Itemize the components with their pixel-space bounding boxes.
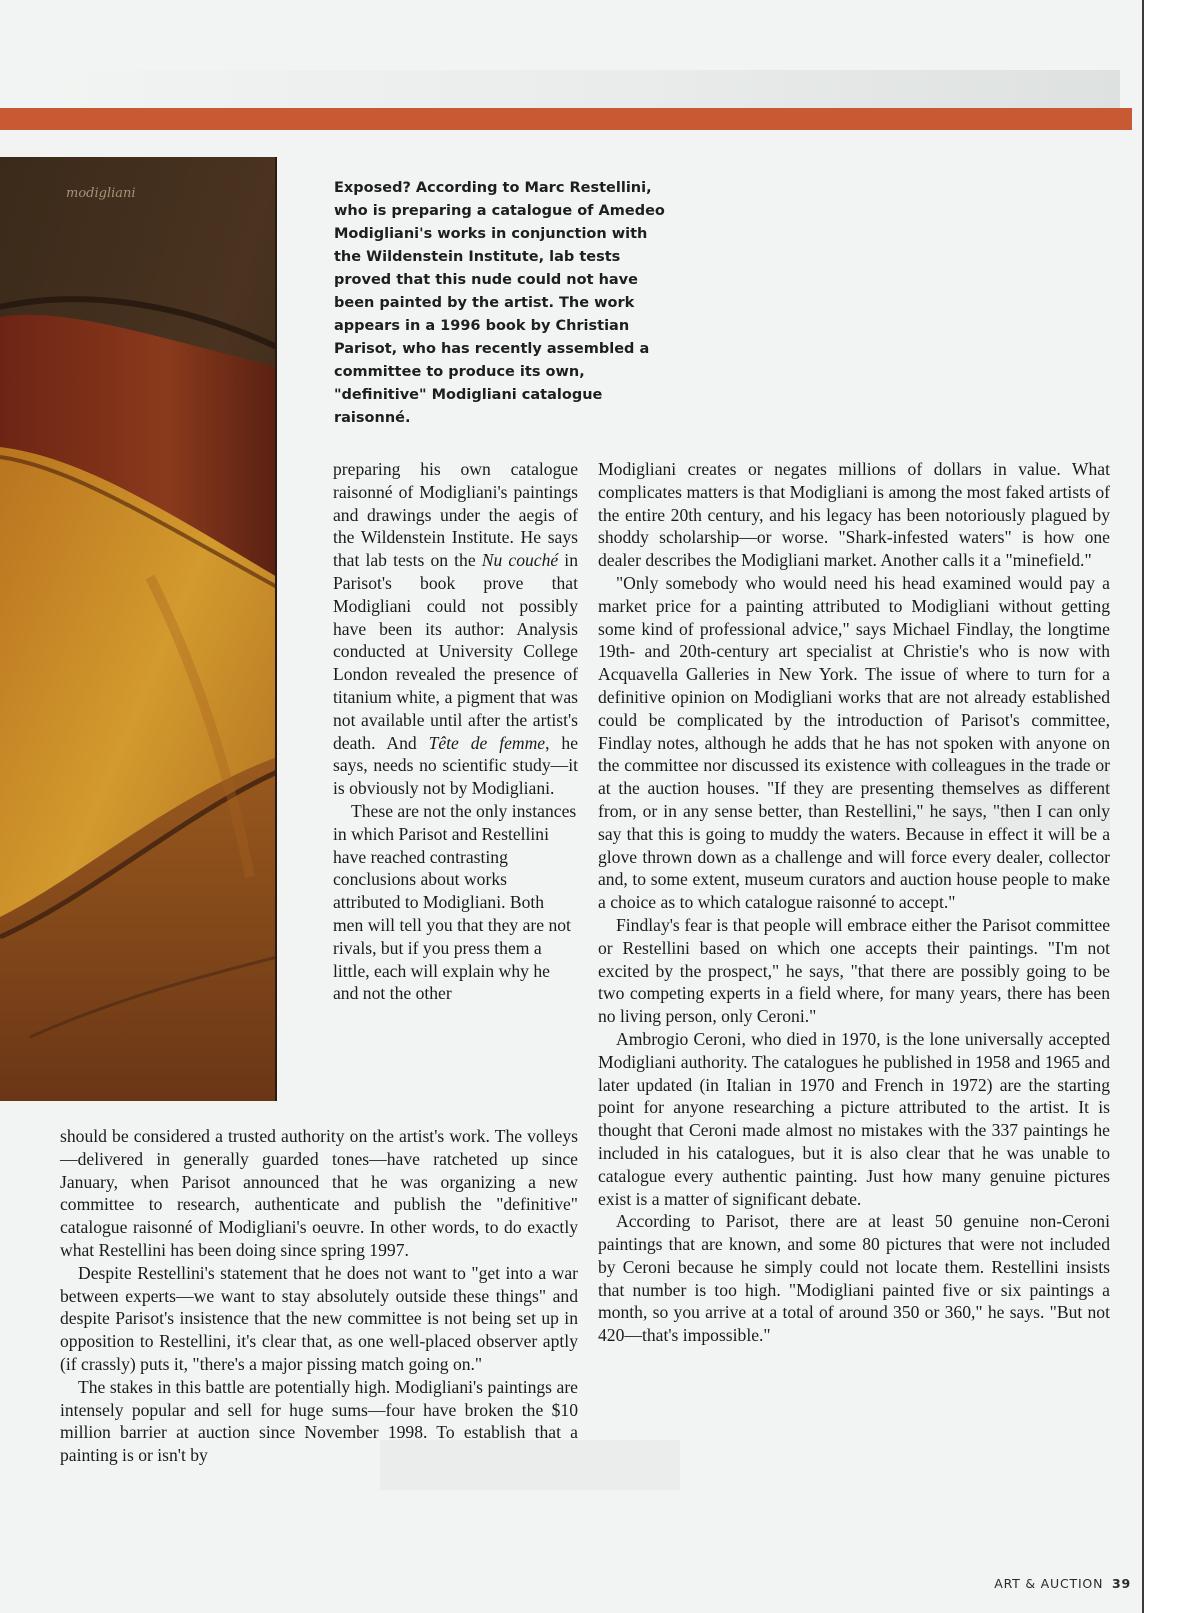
bleed-through-header xyxy=(40,70,1120,110)
article-paragraph: preparing his own catalogue raisonné of Modigliani's paintings and drawings under the aegis of the Wildenstein Institute. He says that lab tests on the Nu couché in Parisot's book prove that Modigliani could not possibly have been its author: Analysis conducted at University College London revealed the presence of titanium white, a pigment that was not available until after the artist's death. And Tête de femme, he says, needs no scientific study—it is obviously not by Modigliani. xyxy=(333,459,578,799)
article-paragraph: The stakes in this battle are potentially high. Modigliani's paintings are intensely popular and sell for huge sums—four have broken the $10 million barrier at auction since November 1998. To establish that a painting is or isn't by xyxy=(60,1376,578,1466)
accent-rule-bar xyxy=(0,108,1132,130)
article-paragraph: "Only somebody who would need his head examined would pay a market price for a painting attributed to Modigliani without getting some kind of professional advice," says Michael Findlay, the longtime 19th- and 20th-century art specialist at Christie's who is now with Acquavella Galleries in New York. The issue of where to turn for a definitive opinion on Modigliani works that are not already established could be complicated by the introduction of Parisot's committee, Findlay notes, although he adds that he has not spoken with anyone on the committee nor discussed its existence with colleagues in the trade or at the auction houses. "If they are presenting themselves as different from, or in any sense better, than Restellini," he says, "then I can only say that this is going to muddy the waters. Because in effect it will be a glove thrown down as a challenge and will force every dealer, collector and, to some extent, museum curators and auction house people to make a choice as to which catalogue raisonné to accept." xyxy=(598,572,1110,913)
article-column-1-bottom xyxy=(60,1125,578,1467)
article-paragraph: Modigliani creates or negates millions of dollars in value. What complicates matters is that Modigliani is among the most faked artists of the entire 20th century, and his legacy has been notoriously plagued by shoddy scholarship—or worse. "Shark-infested waters" is how one dealer describes the Modigliani market. Another calls it a "minefield." xyxy=(598,459,1110,571)
painting-signature: modigliani xyxy=(66,186,136,201)
article-paragraph: These are not the only instances in which Parisot and Restellini have reached contrasting conclusions about works attributed to Modigliani. Both men will tell you that they are not rivals, but if you press them a little, each will explain why he and not the other xyxy=(333,800,577,1004)
article-paragraph: should be considered a trusted authority on the artist's work. The volleys—delivered in generally guarded tones—have ratcheted up since January, when Parisot announced that he was organizing a new committee to research, authenticate and publish the "definitive" catalogue raisonné of Modigliani's oeuvre. In other words, to do exactly what Restellini has been doing since spring 1997. xyxy=(60,1126,578,1260)
page-number: 39 xyxy=(1112,1576,1131,1591)
article-paragraph: Findlay's fear is that people will embrace either the Parisot committee or Restellini based on which one accepts their paintings. "I'm not excited by the prospect," he says, "that there are possibly going to be two competing experts in a field where, for many years, there has been no living person, only Ceroni." xyxy=(598,914,1110,1027)
article-column-1-top xyxy=(333,458,578,1005)
publication-name: ART & AUCTION xyxy=(994,1576,1104,1591)
painting-detail-image xyxy=(0,157,277,1101)
article-paragraph: According to Parisot, there are at least 50 genuine non-Ceroni paintings that are known, and some 80 pictures that were not included by Ceroni because he simply could not locate them. Restellini insists that number is too high. "Modigliani painted five or six paintings a month, so you arrive at a total of around 350 or 360," he says. "But not 420—that's impossible." xyxy=(598,1211,1110,1346)
article-paragraph: Ambrogio Ceroni, who died in 1970, is the lone universally accepted Modigliani authority. The catalogues he published in 1958 and 1965 and later updated (in Italian in 1970 and French in 1972) are the starting point for anyone researching a picture attributed to the artist. It is thought that Ceroni made almost no mistakes with the 337 paintings he included in his catalogues, but it is also clear that he was unable to catalogue every authentic painting. Just how many genuine pictures exist is a matter of significant debate. xyxy=(598,1028,1110,1209)
article-column-2 xyxy=(598,458,1110,1347)
article-paragraph: Despite Restellini's statement that he does not want to "get into a war between experts—we want to stay absolutely outside these things" and despite Parisot's insistence that the new committee is not being set up in opposition to Restellini, it's clear that, as one well-placed observer aptly (if crassly) puts it, "there's a major pissing match going on." xyxy=(60,1262,578,1374)
page-edge-margin xyxy=(1144,0,1194,1613)
page-footer xyxy=(994,1576,1131,1591)
image-caption: Exposed? According to Marc Restellini, who is preparing a catalogue of Amedeo Modigliani's works in conjunction with the Wildenstein Institute, lab tests proved that this nude could not have been painted by the artist. The work appears in a 1996 book by Christian Parisot, who has recently assembled a committee to produce its own, "definitive" Modigliani catalogue raisonné. xyxy=(334,180,665,426)
